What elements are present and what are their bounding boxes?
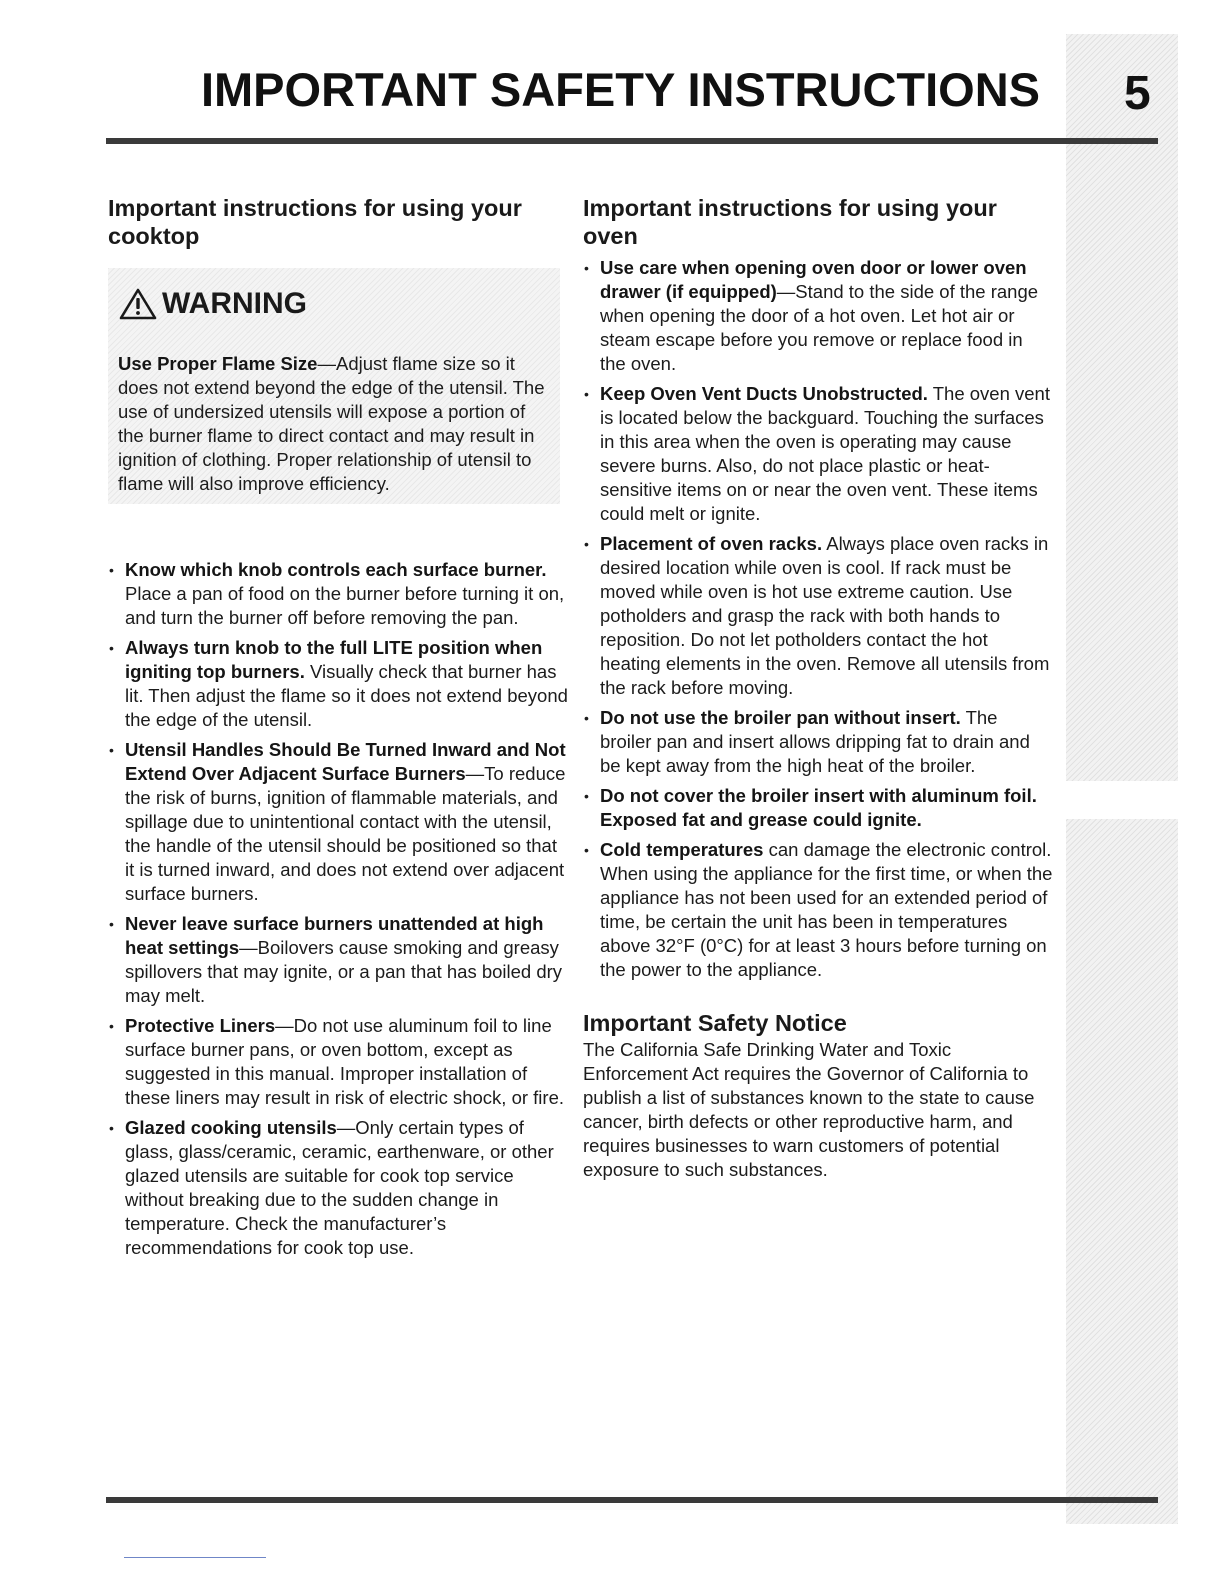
warning-box <box>108 268 560 504</box>
header-rule <box>106 138 1158 144</box>
list-item <box>583 706 1053 778</box>
item-text: Always place oven racks in desired location while oven is cool. If rack must be moved while oven is hot use extreme caution. Use potholders and grasp the rack with both hands to reposition. Do not let potholders contact the hot heating elements in the oven. Remove all utensils from the rack before moving. <box>600 533 1050 698</box>
item-text: —Do not use aluminum foil to line surface burner pans, or oven bottom, except as suggested in this manual. Improper installation of these liners may result in risk of electric shock, or fire. <box>125 1015 565 1108</box>
list-item <box>583 532 1053 700</box>
item-text: Visually check that burner has lit. Then adjust the flame so it does not extend beyond the edge of the utensil. <box>125 661 568 730</box>
item-lead: Use care when opening oven door or lower oven drawer (if equipped) <box>600 257 1027 302</box>
item-lead: Protective Liners <box>125 1015 276 1036</box>
item-lead: Do not cover the broiler insert with aluminum foil. Exposed fat and grease could ignite. <box>600 785 1037 830</box>
side-tab-pattern <box>1066 34 1178 1524</box>
item-lead: Glazed cooking utensils <box>125 1117 337 1138</box>
item-text: —Stand to the side of the range when opening the door of a hot oven. Let hot air or steam escape before you remove or replace food in the oven. <box>600 281 1039 374</box>
item-lead: Do not use the broiler pan without insert. <box>600 707 961 728</box>
item-text: Place a pan of food on the burner before turning it on, and turn the burner off before removing the pan. <box>125 583 565 628</box>
list-item <box>108 636 568 732</box>
warning-label: WARNING <box>162 287 307 320</box>
item-lead: Placement of oven racks. <box>600 533 823 554</box>
oven-column <box>583 194 1053 1182</box>
item-text: —Only certain types of glass, glass/ceramic, ceramic, earthenware, or other glazed utensils are suitable for cook top service without breaking due to the sudden change in temperature. Check the manufacturer’s recommendations for cook top use. <box>125 1117 554 1258</box>
cooktop-list <box>108 558 568 1260</box>
oven-heading: Important instructions for using your oven <box>583 195 997 249</box>
cooktop-column <box>108 194 568 1266</box>
cooktop-heading: Important instructions for using your cooktop <box>108 195 522 249</box>
item-lead: Never leave surface burners unattended at high heat settings <box>125 913 544 958</box>
list-item <box>583 256 1053 376</box>
warning-detail: —Adjust flame size so it does not extend beyond the edge of the utensil. The use of undersized utensils will expose a portion of the burner flame to direct contact and may result in ignition of clothing. Proper relationship of utensil to flame will also improve efficiency. <box>118 353 545 494</box>
list-item <box>583 838 1053 982</box>
warning-header <box>118 268 546 324</box>
list-item <box>583 382 1053 526</box>
item-lead: Cold temperatures <box>600 839 764 860</box>
item-text: can damage the electronic control. When using the appliance for the first time, or when the appliance has not been used for an extended period of time, be certain the unit has been in temperatures above 32°F (0°C) for at least 3 hours before turning on the power to the appliance. <box>600 839 1053 980</box>
item-text: The broiler pan and insert allows dripping fat to drain and be kept away from the high heat of the broiler. <box>600 707 1030 776</box>
item-text: The oven vent is located below the backguard. Touching the surfaces in this area when the oven is operating may cause severe burns. Also, do not place plastic or heat-sensitive items on or near the oven vent. These items could melt or ignite. <box>600 383 1050 524</box>
oven-list <box>583 256 1053 982</box>
item-lead: Always turn knob to the full LITE position when igniting top burners. <box>125 637 543 682</box>
page-title: IMPORTANT SAFETY INSTRUCTIONS <box>200 63 1040 116</box>
warning-lead: Use Proper Flame Size <box>118 353 318 374</box>
side-tab-gap <box>1066 781 1178 819</box>
warning-triangle-icon <box>118 287 158 321</box>
page-number: 5 <box>1124 67 1151 120</box>
footer-link-underline[interactable] <box>124 1557 266 1558</box>
warning-text <box>118 352 546 496</box>
item-lead: Keep Oven Vent Ducts Unobstructed. <box>600 383 928 404</box>
item-lead: Utensil Handles Should Be Turned Inward and Not Extend Over Adjacent Surface Burners <box>125 739 566 784</box>
safety-notice-text: The California Safe Drinking Water and Toxic Enforcement Act requires the Governor of California to publish a list of substances known to the state to cause cancer, birth defects or other reproductive harm, and requires businesses to warn customers of potential exposure to such substances. <box>583 1039 1035 1180</box>
item-text: —To reduce the risk of burns, ignition of flammable materials, and spillage due to unintentional contact with the utensil, the handle of the utensil should be positioned so that it is turned inward, and does not extend over adjacent surface burners. <box>125 763 566 904</box>
item-lead: Know which knob controls each surface burner. <box>125 559 547 580</box>
footer-rule <box>106 1497 1158 1503</box>
list-item <box>108 1116 568 1260</box>
item-text: —Boilovers cause smoking and greasy spillovers that may ignite, or a pan that has boiled dry may melt. <box>125 937 563 1006</box>
list-item <box>108 558 568 630</box>
list-item <box>583 784 1053 832</box>
list-item <box>108 1014 568 1110</box>
list-item <box>108 738 568 906</box>
safety-notice-heading: Important Safety Notice <box>583 1010 847 1036</box>
list-item <box>108 912 568 1008</box>
